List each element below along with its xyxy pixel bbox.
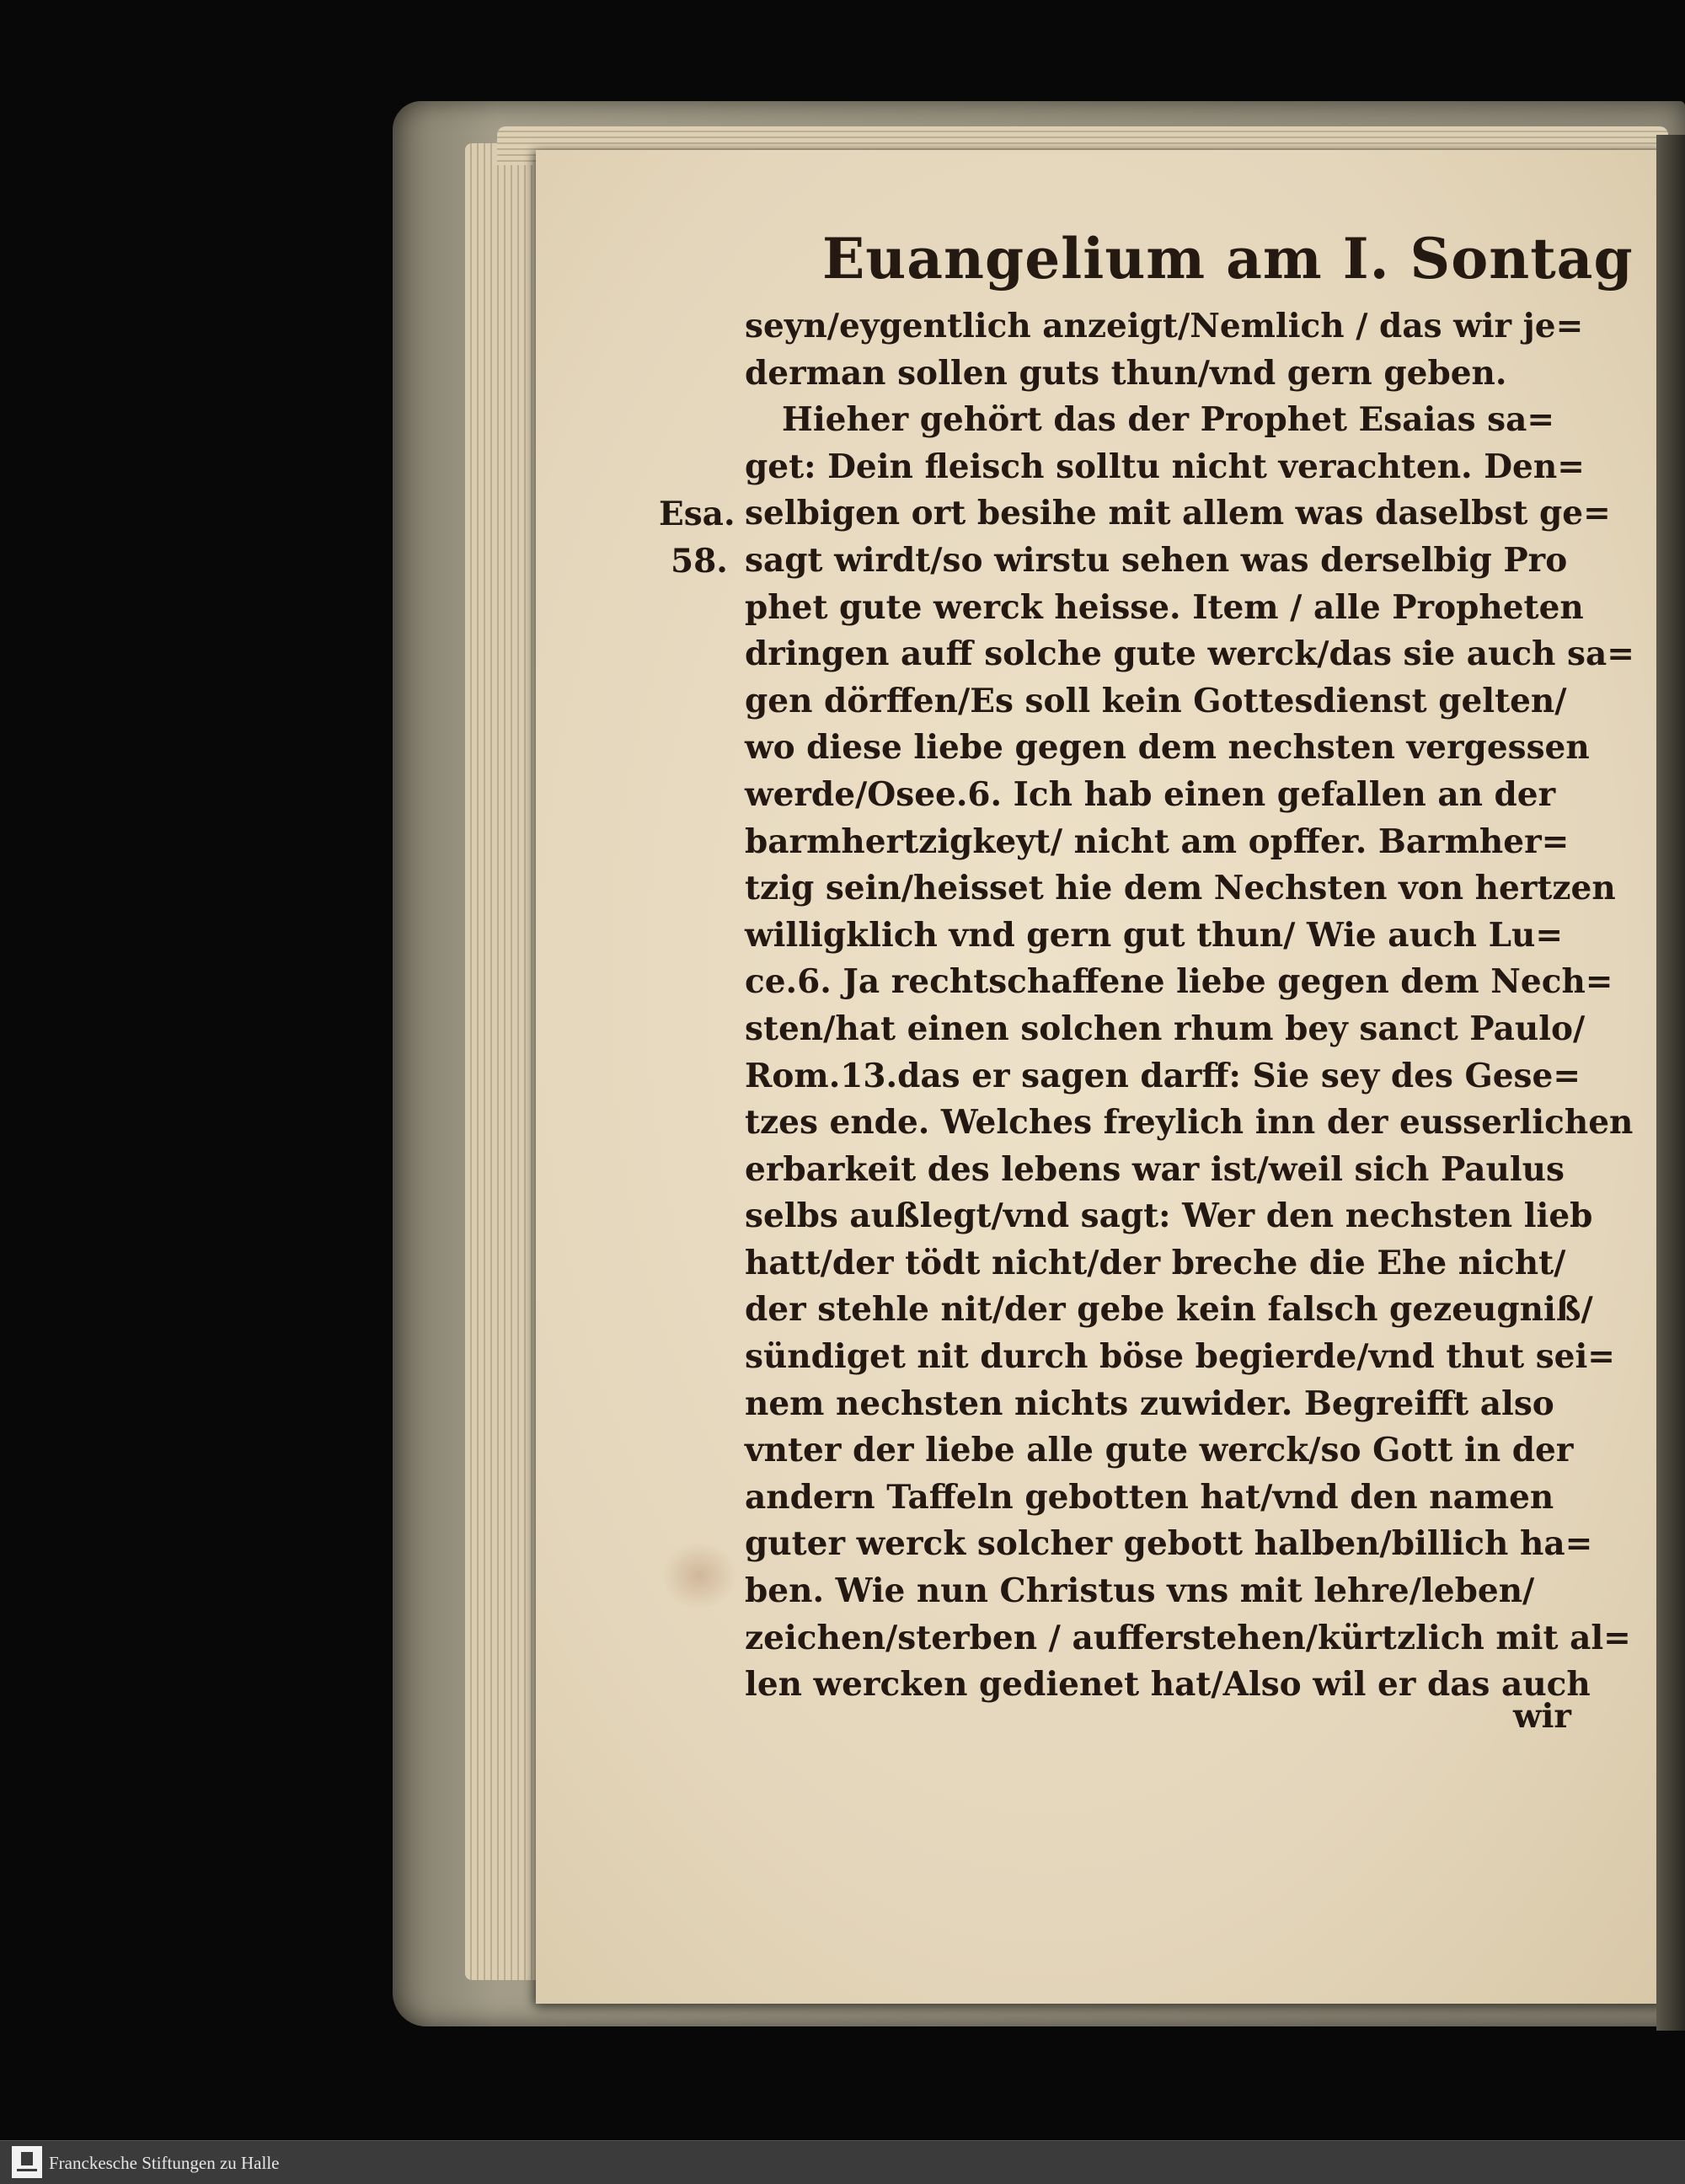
text-line: Rom.13.das er sagen darff: Sie sey des Gese= xyxy=(745,1056,1581,1095)
paper-stain xyxy=(661,1542,737,1609)
text-line: Hieher gehört das der Prophet Esaias sa= xyxy=(782,400,1555,440)
text-line: len wercken gedienet hat/Also wil er das auch xyxy=(745,1665,1591,1705)
body-text xyxy=(745,303,1634,1709)
text-line: phet gute werck heisse. Item / alle Propheten xyxy=(745,587,1584,627)
text-line: gen dörffen/Es soll kein Gottesdienst gelten/ xyxy=(745,681,1567,720)
text-line: selbs außlegt/vnd sagt: Wer den nechsten lieb xyxy=(745,1196,1593,1236)
footer-bar xyxy=(0,2140,1685,2184)
text-line: sagt wirdt/so wirstu sehen was derselbig Pro xyxy=(745,540,1568,580)
text-line: sündiget nit durch böse begierde/vnd thut sei= xyxy=(745,1337,1615,1377)
text-line: sten/hat einen solchen rhum bey sanct Paulo/ xyxy=(745,1009,1586,1048)
book-gutter xyxy=(1656,135,1685,2031)
text-line: ce.6. Ja rechtschaffene liebe gegen dem Nech= xyxy=(745,962,1613,1002)
text-line: willigklich vnd gern gut thun/ Wie auch Lu= xyxy=(745,915,1564,955)
text-line: zeichen/sterben / aufferstehen/kürtzlich mit al= xyxy=(745,1618,1631,1657)
text-line: seyn/eygentlich anzeigt/Nemlich / das wir je= xyxy=(745,307,1584,345)
text-line: andern Taffeln gebotten hat/vnd den namen xyxy=(745,1477,1554,1517)
text-line: ben. Wie nun Christus vns mit lehre/leben/ xyxy=(745,1571,1535,1611)
footer-label[interactable]: Franckesche Stiftungen zu Halle xyxy=(49,2153,280,2173)
text-line: wo diese liebe gegen dem nechsten vergessen xyxy=(745,728,1590,768)
marginal-note-line: 58. xyxy=(671,541,728,581)
marginal-note-line: Esa. xyxy=(659,495,736,533)
text-line: werde/Osee.6. Ich hab einen gefallen an der xyxy=(745,774,1556,814)
text-line: derman sollen guts thun/vnd gern geben. xyxy=(745,353,1507,393)
marginal-note xyxy=(659,491,752,585)
text-line: nem nechsten nichts zuwider. Begreifft also xyxy=(745,1384,1554,1423)
text-line: guter werck solcher gebott halben/billich ha= xyxy=(745,1524,1593,1564)
text-line: vnter der liebe alle gute werck/so Gott in der xyxy=(745,1431,1574,1470)
page-heading: Euangelium am I. Sontag xyxy=(822,226,1634,292)
text-line: dringen auff solche gute werck/das sie auch sa= xyxy=(745,634,1634,674)
text-line: tzes ende. Welches freylich inn der eusserlichen xyxy=(745,1103,1634,1143)
text-line: tzig sein/heisset hie dem Nechsten von hertzen xyxy=(745,869,1616,908)
catchword: wir xyxy=(1513,1697,1571,1736)
text-line: erbarkeit des lebens war ist/weil sich Paulus xyxy=(745,1149,1565,1189)
institution-logo-icon[interactable] xyxy=(12,2146,42,2178)
text-line: get: Dein fleisch solltu nicht verachten. Den= xyxy=(745,447,1585,486)
text-line: selbigen ort besihe mit allem was daselbst ge= xyxy=(745,494,1611,533)
text-line: barmhertzigkeyt/ nicht am opffer. Barmher= xyxy=(745,822,1570,861)
text-line: der stehle nit/der gebe kein falsch gezeugniß/ xyxy=(745,1290,1593,1330)
text-line: hatt/der tödt nicht/der breche die Ehe nicht/ xyxy=(745,1243,1566,1282)
